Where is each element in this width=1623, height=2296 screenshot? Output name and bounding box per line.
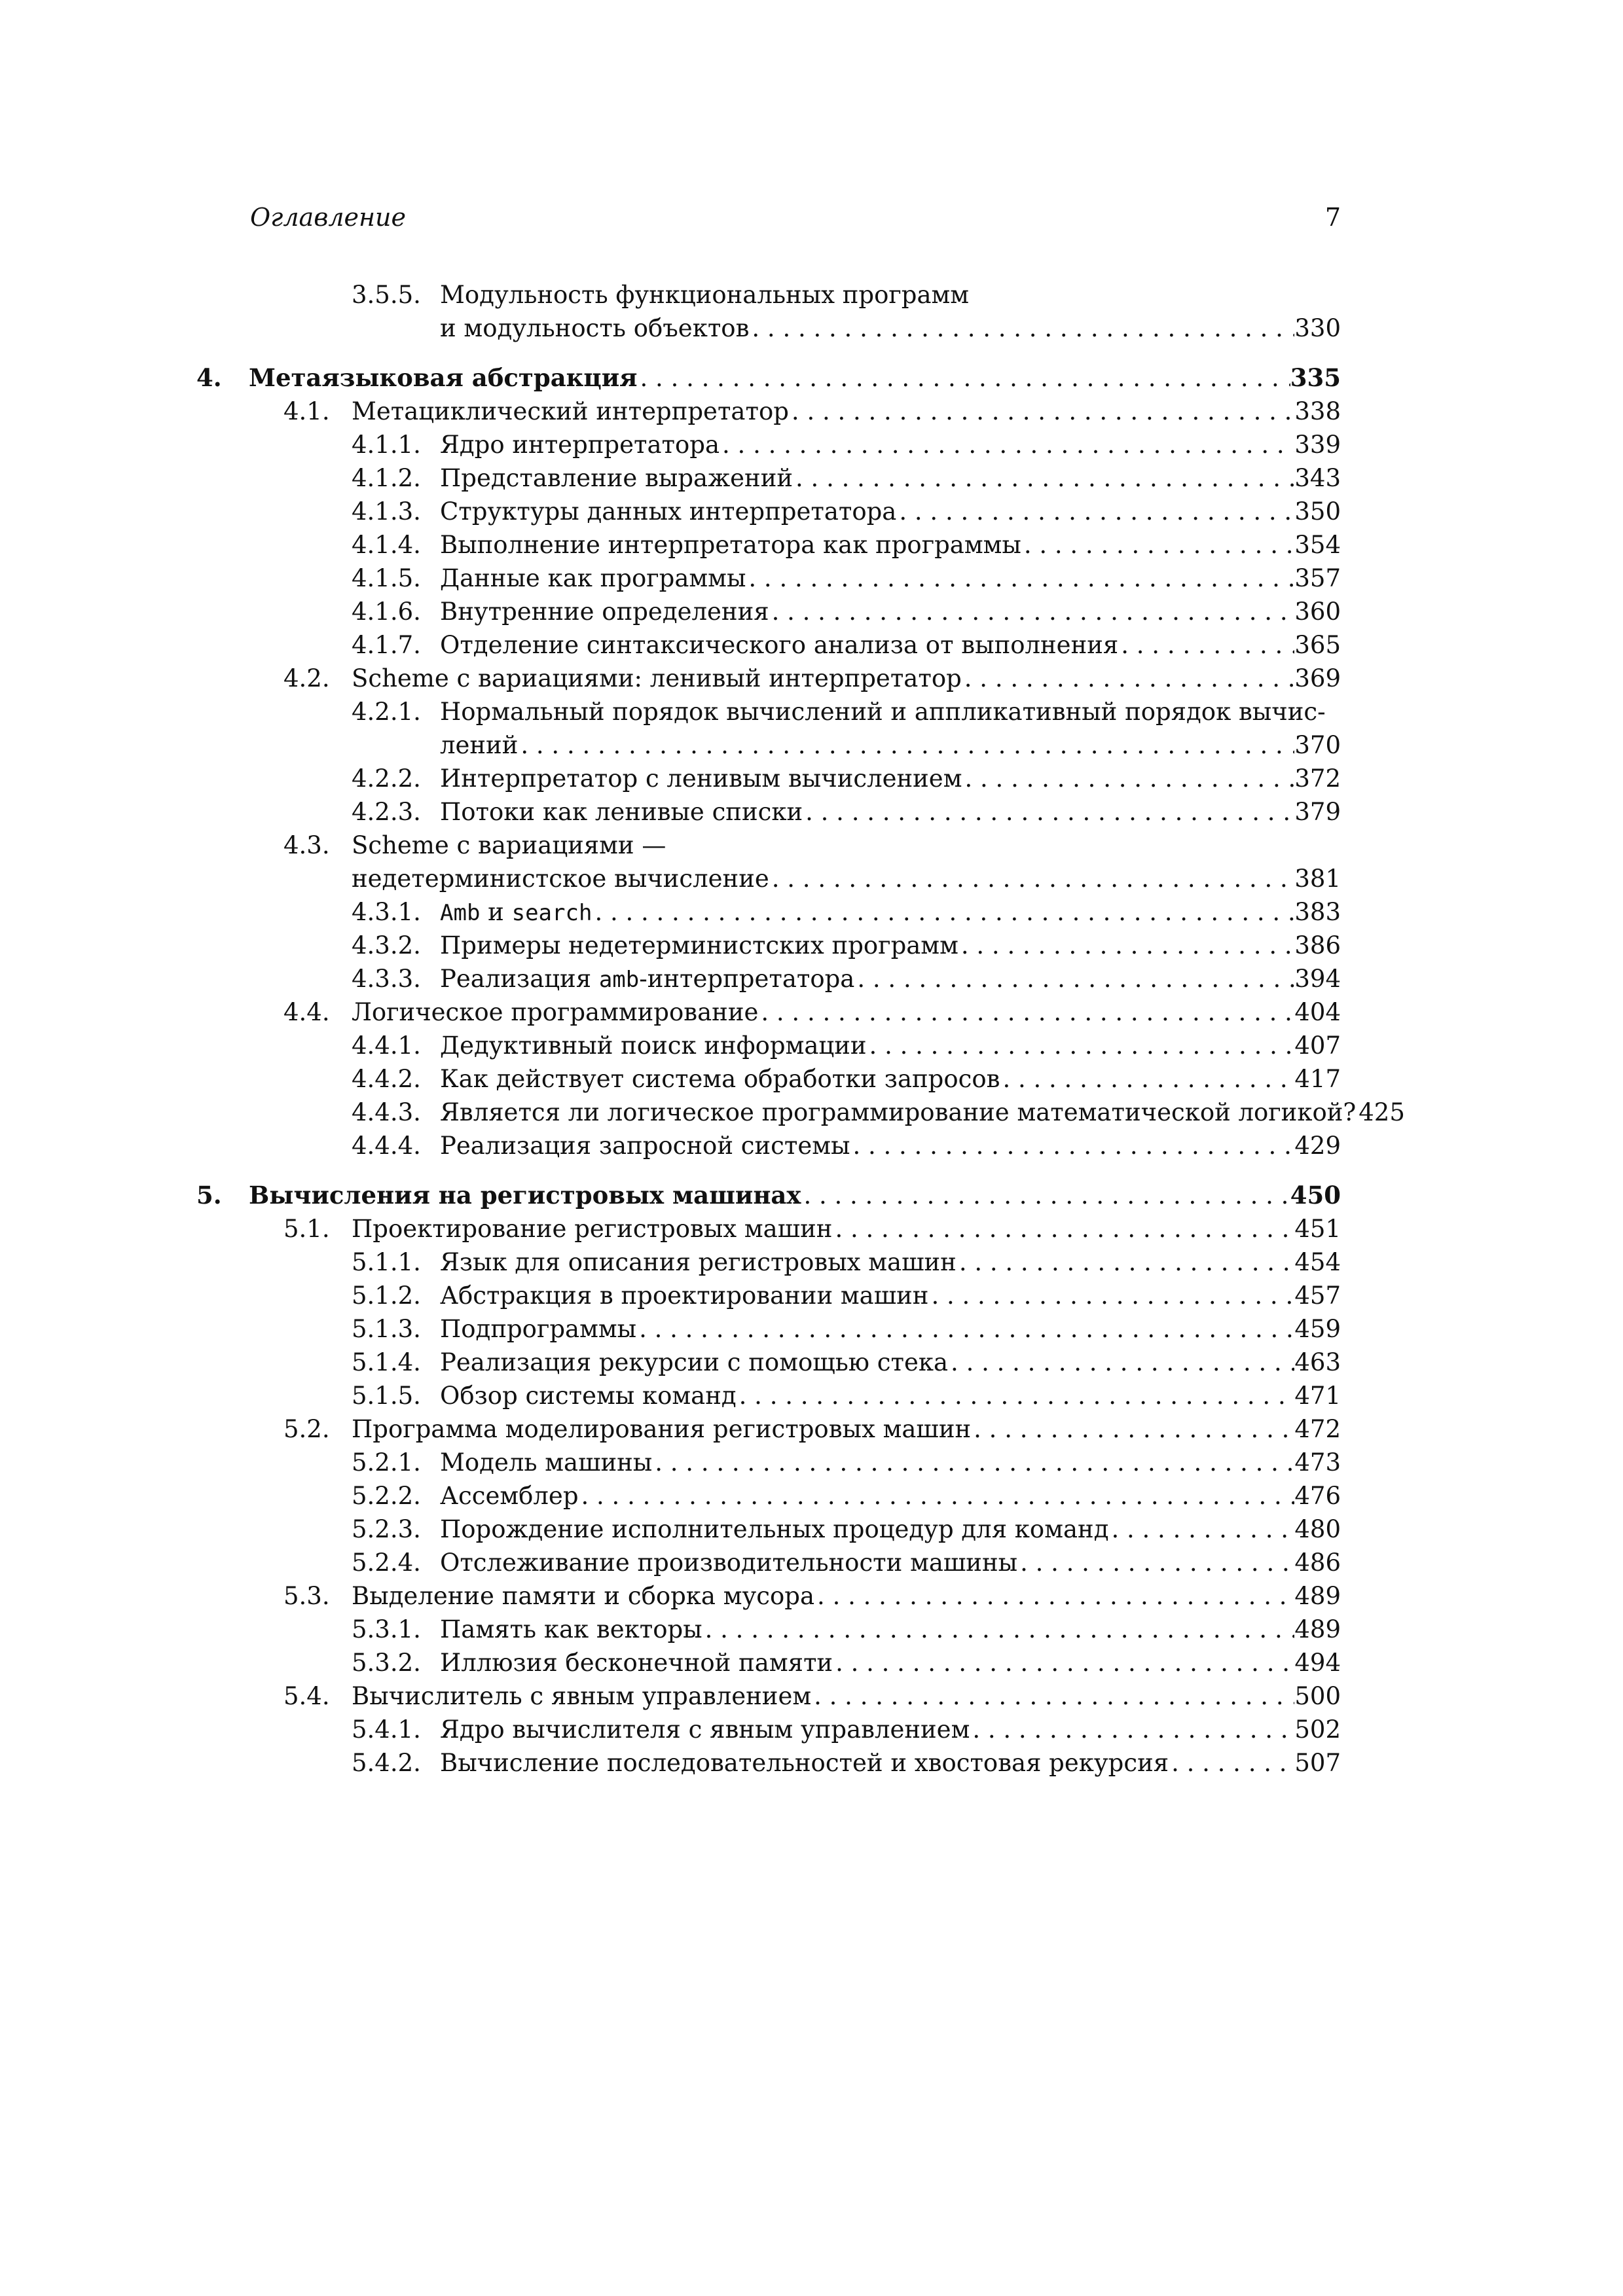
toc-entry-page: 480 [1294,1515,1341,1543]
toc-entry-number: 5.1.1. [352,1248,421,1276]
toc-entry [196,1446,1341,1479]
dot-leader [1169,1746,1294,1780]
toc-entry-page: 459 [1294,1315,1341,1343]
table-of-contents [196,278,1405,1780]
toc-entry-page: 381 [1294,865,1341,893]
running-head-title: Оглавление [250,203,407,232]
toc-entry [196,1713,1341,1746]
dot-leader [850,1129,1294,1162]
title-text: и [480,898,512,926]
toc-entry-page: 386 [1294,931,1341,960]
toc-entry-title: Внутренние определения [440,598,769,626]
dot-leader [971,1412,1294,1446]
toc-entry-page: 502 [1294,1715,1341,1744]
toc-entry-page: 404 [1294,998,1341,1026]
code-text: amb [598,967,640,993]
toc-entry-number: 5.3. [283,1582,330,1610]
toc-entry-number: 5.3.2. [352,1649,421,1677]
toc-entry-title: Отделение синтаксического анализа от выполнения [440,631,1119,659]
toc-entry [196,728,1341,762]
toc-entry-title: Вычислитель с явным управлением [352,1682,812,1710]
toc-entry [196,662,1341,695]
toc-entry-page: 450 [1290,1181,1341,1210]
toc-entry-title: Выделение памяти и сборка мусора [352,1582,815,1610]
dot-leader [801,1179,1290,1212]
toc-entry-title: Логическое программирование [352,998,759,1026]
toc-entry [196,628,1341,662]
toc-entry-page: 507 [1294,1749,1341,1777]
toc-entry-number: 5.3.1. [352,1615,421,1643]
toc-entry-number: 4.4.1. [352,1031,421,1060]
toc-entry-title: Метациклический интерпретатор [352,397,789,425]
toc-entry-page: 335 [1290,363,1341,392]
toc-entry-title: недетерминистское вычисление [352,865,769,893]
toc-entry [196,895,1341,929]
dot-leader [636,1312,1294,1346]
toc-entry-number: 4.4. [283,998,330,1026]
dot-leader [702,1613,1295,1646]
toc-entry-title: лений [440,731,519,759]
toc-entry [196,361,1341,395]
toc-entry [196,1513,1341,1546]
toc-entry-number: 4.1.7. [352,631,421,659]
code-text: Amb [440,900,481,926]
toc-entry [196,278,1341,312]
toc-entry-number: 4.1.3. [352,497,421,526]
toc-entry-page: 473 [1294,1448,1341,1477]
toc-entry-title: Язык для описания регистровых машин [440,1248,957,1276]
toc-entry [196,562,1341,595]
toc-entry-title: Scheme с вариациями: ленивый интерпретатор [352,664,962,692]
running-head [250,203,1341,242]
toc-entry-title [440,962,854,997]
toc-entry-number: 5.1.4. [352,1348,421,1376]
dot-leader [638,361,1290,395]
toc-entry-title: Данные как программы [440,564,746,592]
dot-leader [737,1379,1295,1412]
toc-entry-title: Подпрограммы [440,1315,637,1343]
toc-entry-title: Память как векторы [440,1615,702,1643]
toc-entry-page: 429 [1294,1132,1341,1160]
toc-entry [196,595,1341,628]
dot-leader [962,662,1295,695]
dot-leader [592,895,1294,929]
toc-entry-number: 5.2.4. [352,1549,421,1577]
toc-entry-page: 454 [1294,1248,1341,1276]
dot-leader [867,1029,1295,1062]
toc-entry-page: 394 [1294,965,1341,993]
title-text: Реализация [440,965,599,993]
toc-entry-number: 4.2.2. [352,764,421,793]
toc-entry [196,428,1341,461]
dot-leader [793,461,1294,495]
toc-entry-number: 5.1.5. [352,1382,421,1410]
toc-entry [196,862,1341,895]
dot-leader [957,1246,1295,1279]
toc-entry-number: 4. [196,363,222,392]
toc-entry-title: Представление выражений [440,464,793,492]
toc-entry [196,1346,1341,1379]
toc-entry-number: 4.1.4. [352,531,421,559]
toc-entry-title: Нормальный порядок вычислений и аппликативный порядок вычис- [440,698,1326,726]
toc-entry-page: 407 [1294,1031,1341,1060]
toc-entry [196,495,1341,528]
toc-entry [196,1579,1341,1613]
toc-entry [196,1279,1341,1312]
toc-entry-title: Обзор системы команд [440,1382,737,1410]
dot-leader [896,495,1294,528]
toc-entry [196,1379,1341,1412]
toc-entry [196,1062,1341,1096]
toc-entry-page: 500 [1294,1682,1341,1710]
toc-entry-page: 494 [1294,1649,1341,1677]
toc-entry-number: 5.1.3. [352,1315,421,1343]
toc-entry [196,996,1341,1029]
dot-leader [811,1679,1294,1713]
toc-entry-number: 5.4.1. [352,1715,421,1744]
toc-entry [196,929,1341,962]
dot-leader [803,795,1294,829]
toc-entry-page: 425 [1359,1098,1405,1126]
toc-entry-title: Потоки как ленивые списки [440,798,803,826]
toc-entry-title: Реализация рекурсии с помощью стека [440,1348,949,1376]
toc-entry [196,1646,1341,1679]
toc-entry [196,695,1341,728]
toc-entry-title [440,895,592,930]
toc-entry-number: 4.4.2. [352,1065,421,1093]
dot-leader [962,762,1295,795]
toc-entry-page: 383 [1294,898,1341,926]
dot-leader [1118,628,1294,662]
dot-leader [652,1446,1294,1479]
toc-entry-page: 365 [1294,631,1341,659]
toc-entry-title: Ядро интерпретатора [440,431,720,459]
toc-entry-number: 5.4.2. [352,1749,421,1777]
toc-entry [196,1679,1341,1713]
toc-entry-title: Метаязыковая абстракция [249,363,638,392]
dot-leader [749,312,1294,345]
toc-entry-number: 4.3.3. [352,965,421,993]
toc-entry-number: 4.3.1. [352,898,421,926]
dot-leader [832,1212,1294,1246]
toc-entry-page: 370 [1294,731,1341,759]
toc-entry-title: Ассемблер [440,1482,579,1510]
toc-entry-page: 489 [1294,1582,1341,1610]
page-number: 7 [1324,203,1341,232]
toc-entry [196,829,1341,862]
toc-entry-page: 489 [1294,1615,1341,1643]
toc-entry-number: 4.2.3. [352,798,421,826]
toc-entry [196,1546,1341,1579]
toc-entry-number: 5. [196,1181,222,1210]
toc-entry-number: 3.5.5. [352,281,421,309]
toc-entry-title: Реализация запросной системы [440,1132,850,1160]
toc-entry-title: Scheme с вариациями — [352,831,666,859]
toc-entry-page: 357 [1294,564,1341,592]
title-text: -интерпретатора [639,965,855,993]
toc-entry-title: Проектирование регистровых машин [352,1215,833,1243]
toc-entry [196,461,1341,495]
toc-entry-page: 330 [1294,314,1341,342]
toc-entry [196,528,1341,562]
toc-entry-title: Является ли логическое программирование математической логикой? [440,1098,1357,1126]
toc-entry-page: 486 [1294,1549,1341,1577]
toc-entry [196,1412,1341,1446]
toc-entry-title: Как действует система обработки запросов [440,1065,1000,1093]
toc-entry-page: 472 [1294,1415,1341,1443]
toc-entry-title: Интерпретатор с ленивым вычислением [440,764,962,793]
toc-entry-number: 5.2. [283,1415,330,1443]
toc-entry [196,762,1341,795]
toc-entry-number: 4.1.1. [352,431,421,459]
dot-leader [1021,528,1295,562]
toc-entry-number: 5.1. [283,1215,330,1243]
toc-entry [196,1246,1341,1279]
toc-entry-title: Отслеживание производительности машины [440,1549,1018,1577]
dot-leader [1017,1546,1294,1579]
toc-entry-title: Иллюзия бесконечной памяти [440,1649,833,1677]
dot-leader [518,728,1294,762]
toc-entry [196,1312,1341,1346]
toc-entry [196,1179,1341,1212]
toc-entry-page: 372 [1294,764,1341,793]
toc-entry-page: 343 [1294,464,1341,492]
toc-entry-page: 417 [1294,1065,1341,1093]
dot-leader [958,929,1295,962]
toc-entry [196,1096,1405,1129]
dot-leader [854,962,1294,996]
toc-entry-number: 4.1.5. [352,564,421,592]
dot-leader [814,1579,1294,1613]
toc-entry-title: Вычисление последовательностей и хвостовая рекурсия [440,1749,1169,1777]
toc-entry-page: 476 [1294,1482,1341,1510]
toc-entry-title: Порождение исполнительных процедур для команд [440,1515,1109,1543]
toc-entry-number: 4.1.2. [352,464,421,492]
toc-entry [196,1129,1341,1162]
toc-entry-number: 4.1. [283,397,330,425]
toc-entry-page: 463 [1294,1348,1341,1376]
toc-entry-page: 471 [1294,1382,1341,1410]
toc-entry-title: Дедуктивный поиск информации [440,1031,867,1060]
toc-entry [196,312,1341,345]
dot-leader [758,996,1294,1029]
toc-entry-page: 354 [1294,531,1341,559]
toc-entry-number: 5.4. [283,1682,330,1710]
dot-leader [948,1346,1294,1379]
toc-entry-page: 338 [1294,397,1341,425]
dot-leader [789,395,1294,428]
dot-leader [579,1479,1295,1513]
code-text: search [511,900,593,926]
toc-entry-page: 339 [1294,431,1341,459]
toc-entry [196,1212,1341,1246]
toc-entry [196,1479,1341,1513]
toc-entry-title: Примеры недетерминистских программ [440,931,958,960]
toc-entry-number: 5.2.3. [352,1515,421,1543]
dot-leader [928,1279,1294,1312]
toc-entry-page: 457 [1294,1282,1341,1310]
toc-entry-title: Вычисления на регистровых машинах [249,1181,801,1210]
toc-entry-number: 4.4.4. [352,1132,421,1160]
toc-entry-page: 369 [1294,664,1341,692]
toc-entry-number: 4.3. [283,831,330,859]
toc-entry-page: 379 [1294,798,1341,826]
toc-entry-number: 5.2.2. [352,1482,421,1510]
toc-entry [196,395,1341,428]
dot-leader [970,1713,1294,1746]
toc-entry [196,795,1341,829]
dot-leader [1108,1513,1294,1546]
dot-leader [1000,1062,1294,1096]
toc-entry-number: 4.2.1. [352,698,421,726]
toc-entry-page: 360 [1294,598,1341,626]
dot-leader [746,562,1294,595]
toc-entry-number: 4.1.6. [352,598,421,626]
toc-entry [196,1613,1341,1646]
toc-entry-page: 451 [1294,1215,1341,1243]
toc-entry-title: Программа моделирования регистровых машин [352,1415,972,1443]
dot-leader [833,1646,1294,1679]
toc-entry-title: Ядро вычислителя с явным управлением [440,1715,970,1744]
toc-entry-page: 350 [1294,497,1341,526]
dot-leader [769,595,1295,628]
toc-entry [196,962,1341,996]
toc-entry-title: Модульность функциональных программ [440,281,970,309]
toc-entry-title: Выполнение интерпретатора как программы [440,531,1021,559]
toc-entry [196,1029,1341,1062]
toc-entry-title: Абстракция в проектировании машин [440,1282,929,1310]
toc-entry-title: и модульность объектов [440,314,750,342]
toc-entry-number: 4.4.3. [352,1098,421,1126]
toc-entry-number: 5.2.1. [352,1448,421,1477]
toc-entry-number: 4.3.2. [352,931,421,960]
toc-entry-number: 5.1.2. [352,1282,421,1310]
toc-entry-title: Модель машины [440,1448,653,1477]
toc-entry-title: Структуры данных интерпретатора [440,497,897,526]
dot-leader [720,428,1294,461]
toc-entry-number: 4.2. [283,664,330,692]
dot-leader [769,862,1295,895]
toc-entry [196,1746,1341,1780]
